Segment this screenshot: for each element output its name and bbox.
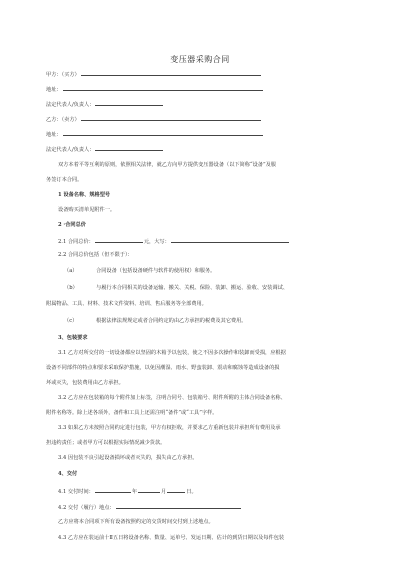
total-price-field[interactable]	[95, 237, 143, 243]
item-b-text-2: 附属物品、工具、材料、技术文件资料、培训、售后服务等全部费用。	[46, 301, 207, 307]
item-b-text: 与履行本合同相关的设备运输、搬关、关税、保险、装卸、搬运、验收、安装调试、	[96, 285, 288, 291]
delivery-year-field[interactable]	[95, 487, 131, 493]
party-b-address-field[interactable]	[63, 130, 263, 136]
intro-line-2: 务签订本合同。	[46, 177, 83, 183]
clause-4-1	[58, 487, 197, 496]
clause-4-1-label: 4.1 交付时间：	[58, 489, 94, 495]
party-b-row	[46, 115, 262, 124]
clause-4-2-label: 4.2 交付（履行）地点：	[58, 505, 115, 511]
party-b-rep-field[interactable]	[95, 145, 163, 151]
clause-3-1-line-3: 坏或灭失，包装费用由乙方承担。	[46, 380, 124, 386]
party-b-name-field[interactable]	[81, 115, 261, 121]
delivery-month-field[interactable]	[138, 487, 160, 493]
page-title: 变压器采购合同	[170, 55, 230, 64]
party-a-address-row	[46, 85, 264, 94]
clause-4-3: 4.3 乙方应在装运前十Ⅱ五日将设备名称、数量、运单号、发运日期、估计的到货日期以及每件包装	[58, 535, 285, 541]
clause-3-1-line-2: 设备不同部件的特点和要求采取保护措施，以免因潮湿、雨水、野蛮装卸、震动和腐蚀等造成设备的损	[46, 365, 280, 371]
clause-3-1-line-1: 3.1 乙方对所交付的一切设备都应以坚固的木箱予以包装，使之不因多次操作和装卸而受损，应根据	[58, 350, 286, 356]
party-a-rep-row	[46, 100, 164, 109]
item-c-text: 根据法律法规规定或者合同约定的由乙方承担的税费及其它费用。	[96, 318, 247, 324]
party-a-label: 甲方：（买方）	[46, 72, 80, 78]
clause-4-2-text: 乙方应将本合同项下所有设备按照约定的交货时间交付到上述地点。	[58, 519, 214, 525]
party-a-address-label: 地址：	[46, 87, 62, 93]
delivery-place-field[interactable]	[116, 503, 241, 509]
clause-3-3-line-2: 担违约责任；或者甲方可以根据实际情况减少货款。	[46, 440, 166, 446]
clause-2-1-label: 2.1 合同总价：	[58, 239, 94, 245]
year-label: 年	[131, 489, 138, 495]
item-a-text: 合同设备（包括设备硬件与软件的使用权）和服务。	[96, 268, 216, 274]
item-a-label: （a）	[64, 268, 78, 274]
total-price-words-field[interactable]	[171, 237, 289, 243]
clause-2-1	[58, 237, 290, 246]
delivery-day-field[interactable]	[167, 487, 185, 493]
item-b-label: （b）	[64, 285, 78, 291]
party-a-address-field[interactable]	[63, 85, 263, 91]
item-c-label: （c）	[64, 318, 78, 324]
month-label: 月	[161, 489, 167, 495]
clause-2-1-unit: 元，大写：	[143, 239, 170, 245]
party-b-address-row	[46, 130, 264, 139]
party-b-label: 乙方：（卖方）	[46, 117, 80, 123]
party-a-name-field[interactable]	[81, 70, 261, 76]
clause-3-2-line-2: 附件名称等。除上述各项外，备件和工具上还需注明“备件”或“工具”字样。	[46, 410, 218, 416]
section-1-text: 设备购买清单见附件一。	[58, 207, 116, 213]
party-b-address-label: 地址：	[46, 132, 62, 138]
section-2-heading: 2 ·合同总价	[58, 222, 86, 228]
party-b-rep-row	[46, 145, 164, 154]
party-a-row	[46, 70, 262, 79]
clause-2-2: 2.2 合同总价包括（但不限于）：	[58, 252, 133, 258]
section-3-heading: 3、包装要求	[58, 335, 88, 341]
section-1-heading: 1 设备名称、规格型号	[58, 192, 111, 198]
party-a-rep-label: 法定代表人/负责人：	[46, 102, 95, 108]
clause-3-3-line-1: 3.3 如果乙方未按照合同约定进行包装，甲方有权拒收，并要求乙方重新包装并承担所有费用及承	[58, 425, 281, 431]
clause-3-2-line-1: 3.2 乙方应在包装箱的每个附件加上标签，注明合同号、包装箱号、附件所附的主体合同设备名称、	[58, 395, 286, 401]
intro-line-1: 双方本着平等互利的原则，依照相关法律，就乙方向甲方提供变压器设备（以下简称“设备”及服	[58, 162, 276, 168]
party-a-rep-field[interactable]	[95, 100, 163, 106]
section-4-heading: 4、交付	[58, 471, 78, 477]
party-b-rep-label: 法定代表人/负责人：	[46, 147, 95, 153]
clause-3-4: 3.4 因包装不良引起设备损坏或者灭失的，损失由乙方承担。	[58, 455, 198, 461]
day-label: 日。	[186, 489, 197, 495]
clause-4-2	[58, 503, 242, 512]
